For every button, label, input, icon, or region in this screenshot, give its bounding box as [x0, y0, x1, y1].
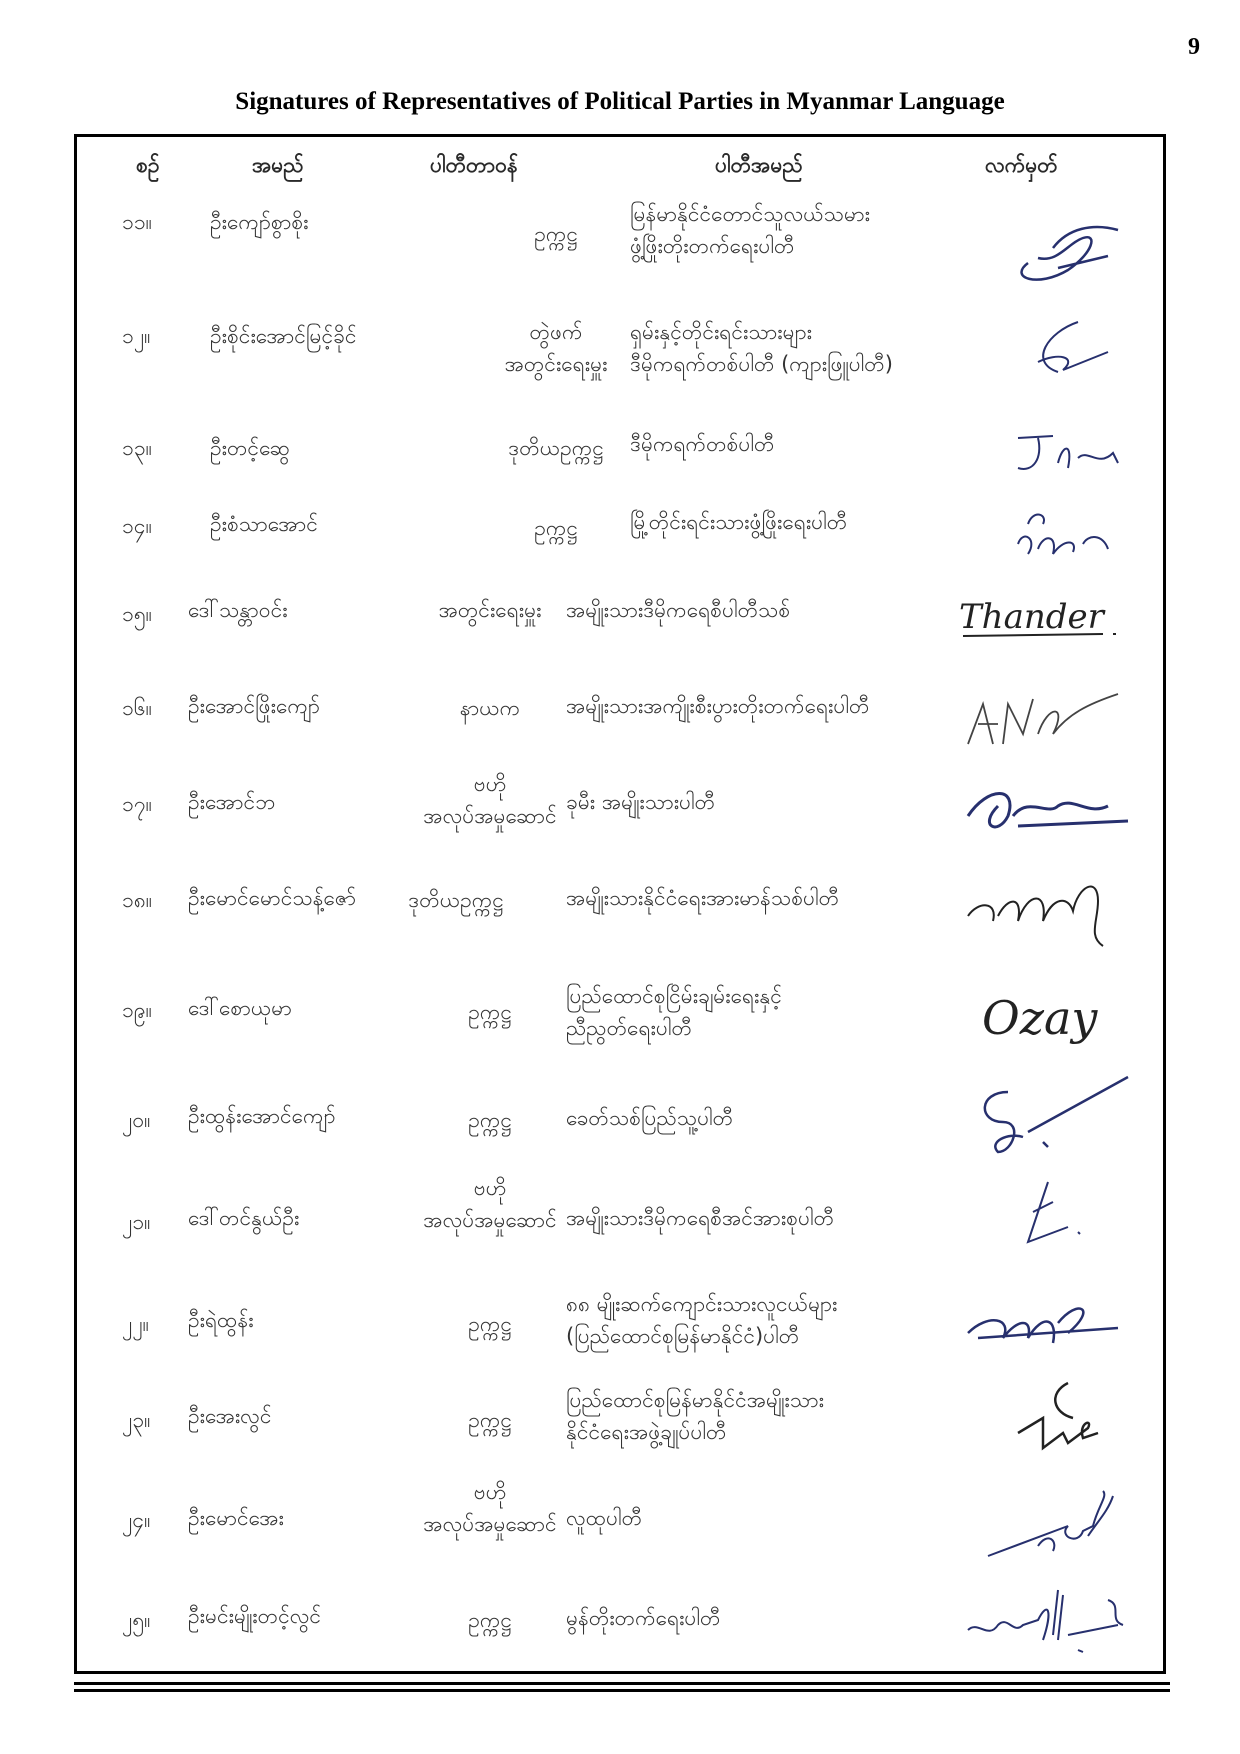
table-row — [78, 1076, 1162, 1160]
signature-image — [968, 1072, 1148, 1162]
representative-name: ဦးတင့်ဆွေ — [210, 436, 290, 460]
signature-image — [998, 1378, 1118, 1462]
signature-image — [998, 504, 1128, 570]
party-position: ဥက္ကဋ္ဌ — [534, 222, 578, 246]
party-name: မွန်တိုးတက်ရေးပါတီ — [566, 1606, 721, 1630]
table-row — [78, 312, 1162, 396]
table-row — [78, 1476, 1162, 1566]
representative-name: ဦးရဲထွန်း — [188, 1308, 254, 1332]
table-row — [78, 768, 1162, 848]
column-header-party: ပါတီအမည် — [715, 153, 803, 177]
party-name: ၈၈ မျိုးဆက်ကျောင်းသားလူငယ်များ (ပြည်ထောင်စုမြန်မာနိုင်ငံ)ပါတီ — [566, 1292, 838, 1348]
representative-name: ဦးအောင်ဘ — [188, 790, 276, 814]
row-number: ၁၆။ — [122, 696, 152, 720]
row-number: ၁၅။ — [122, 602, 152, 626]
party-position: ဥက္ကဋ္ဌ — [534, 516, 578, 540]
representative-name: ဦးမောင်မောင်သန့်ဇော် — [188, 886, 357, 910]
party-position: ဗဟို အလုပ်အမှုဆောင် — [423, 1480, 557, 1536]
table-row — [78, 504, 1162, 570]
party-name: အမျိုးသားဒီမိုကရေစီပါတီသစ် — [566, 598, 791, 622]
signature-image — [1018, 312, 1128, 392]
representative-name: ဦးကျော်စွာစိုး — [210, 210, 309, 234]
row-number: ၁၃။ — [122, 436, 152, 460]
table-row — [78, 870, 1162, 950]
party-position: ဒုတိယဥက္ကဋ္ဌ — [408, 888, 504, 912]
party-name: ပြည်ထောင်စုငြိမ်းချမ်းရေးနှင့် ညီညွတ်ရေးပါတီ — [566, 984, 782, 1040]
row-number: ၁၁။ — [122, 210, 152, 234]
signature-image — [958, 1288, 1138, 1358]
party-name: လူထုပါတီ — [566, 1506, 643, 1530]
party-name: အမျိုးသားဒီမိုကရေစီအင်အားစုပါတီ — [566, 1206, 835, 1230]
row-number: ၁၄။ — [122, 514, 152, 538]
representative-name: ဦးထွန်းအောင်ကျော် — [188, 1104, 336, 1128]
party-name: ပြည်ထောင်စုမြန်မာနိုင်ငံအမျိုးသား နိုင်ငံရေးအဖွဲ့ချုပ်ပါတီ — [566, 1388, 824, 1444]
party-name: ဒီမိုကရက်တစ်ပါတီ — [630, 432, 775, 456]
signature-image — [1008, 1172, 1108, 1256]
bottom-rule — [74, 1682, 1170, 1685]
row-number: ၁၇။ — [122, 792, 152, 816]
party-name: အမျိုးသားနိုင်ငံရေးအားမာန်သစ်ပါတီ — [566, 886, 840, 910]
row-number: ၂၃။ — [122, 1408, 151, 1432]
representative-name: ဦးစိုင်းအောင်မြင့်ခိုင် — [210, 324, 357, 348]
party-position: ဗဟို အလုပ်အမှုဆောင် — [423, 772, 557, 828]
party-position: ဥက္ကဋ္ဌ — [468, 1608, 512, 1632]
signature-text: Ozay — [982, 991, 1098, 1045]
signature-image — [978, 1486, 1128, 1566]
signature-image — [1008, 428, 1128, 483]
table-row — [78, 1378, 1162, 1462]
table-row — [78, 970, 1162, 1060]
signature-text: Thander — [959, 597, 1104, 637]
party-name: မြို့တိုင်းရင်းသားဖွံ့ဖြိုးရေးပါတီ — [630, 510, 848, 534]
party-position: ဗဟို အလုပ်အမှုဆောင် — [423, 1176, 557, 1232]
party-position: ဥက္ကဋ္ဌ — [468, 1408, 512, 1432]
party-position: အတွင်းရေးမှူး — [438, 598, 542, 622]
row-number: ၂၄။ — [122, 1508, 151, 1532]
table-row — [78, 680, 1162, 758]
row-number: ၂၅။ — [122, 1608, 151, 1632]
party-position: ဥက္ကဋ္ဌ — [468, 1000, 512, 1024]
row-number: ၁၈။ — [122, 888, 153, 912]
party-position: ဒုတိယဥက္ကဋ္ဌ — [508, 436, 604, 460]
party-name: ခေတ်သစ်ပြည်သူ့ပါတီ — [566, 1106, 734, 1130]
table-row — [78, 1284, 1162, 1364]
party-name: အမျိုးသားအကျိုးစီးပွားတိုးတက်ရေးပါတီ — [566, 694, 870, 718]
table-row — [78, 198, 1162, 288]
signature-image — [958, 674, 1138, 764]
party-position: ဥက္ကဋ္ဌ — [468, 1108, 512, 1132]
table-row — [78, 1172, 1162, 1256]
table-row — [78, 1580, 1162, 1666]
party-position: နာယက — [459, 696, 521, 720]
page-title: Signatures of Representatives of Political Parties in Myanmar Language — [235, 88, 1005, 115]
column-header-name: အမည် — [252, 153, 304, 177]
row-number: ၁၉။ — [122, 998, 152, 1022]
row-number: ၂၀။ — [122, 1108, 151, 1132]
representative-name: ဦးမင်းမျိုးတင့်လွင် — [188, 1604, 322, 1628]
representative-name: ဦးစံသာအောင် — [210, 512, 318, 536]
representative-name: ဒေါ်သန္တာဝင်း — [188, 598, 288, 622]
representative-name: ဒေါ်စောယုမာ — [188, 996, 292, 1020]
bottom-rule — [74, 1689, 1170, 1692]
party-name: မြန်မာနိုင်ငံတောင်သူလယ်သမား ဖွံ့ဖြိုးတိုးတက်ရေးပါတီ — [630, 202, 870, 258]
column-header-signature: လက်မှတ် — [985, 153, 1058, 177]
signature-image — [958, 866, 1138, 956]
signature-image — [998, 208, 1128, 288]
row-number: ၂၁။ — [122, 1210, 151, 1234]
representative-name: ဦးအောင်ဖြိုးကျော် — [188, 694, 320, 718]
party-name: ခုမီး အမျိုးသားပါတီ — [566, 790, 716, 814]
signature-image — [958, 776, 1138, 842]
signature-image — [958, 1580, 1148, 1664]
table-row — [78, 428, 1162, 488]
signature-image — [953, 584, 1143, 654]
party-position: ဥက္ကဋ္ဌ — [468, 1312, 512, 1336]
column-header-position: ပါတီတာဝန် — [430, 153, 518, 177]
representative-name: ဦးအေးလွင် — [188, 1404, 272, 1428]
row-number: ၂၂။ — [122, 1312, 149, 1336]
table-row — [78, 584, 1162, 656]
party-position: တွဲဖက် အတွင်းရေးမှူး — [504, 320, 608, 376]
party-name: ရှမ်းနှင့်တိုင်းရင်းသားများ ဒီမိုကရက်တစ်ပါတီ (ကျားဖြူပါတီ) — [630, 320, 893, 376]
signature-image — [978, 970, 1128, 1060]
representative-name: ဒေါ်တင်နွယ်ဦး — [188, 1206, 300, 1230]
page-number: 9 — [1188, 34, 1200, 60]
representative-name: ဦးမောင်အေး — [188, 1506, 284, 1530]
row-number: ၁၂။ — [122, 324, 151, 348]
column-header-no: စဉ် — [136, 153, 160, 177]
